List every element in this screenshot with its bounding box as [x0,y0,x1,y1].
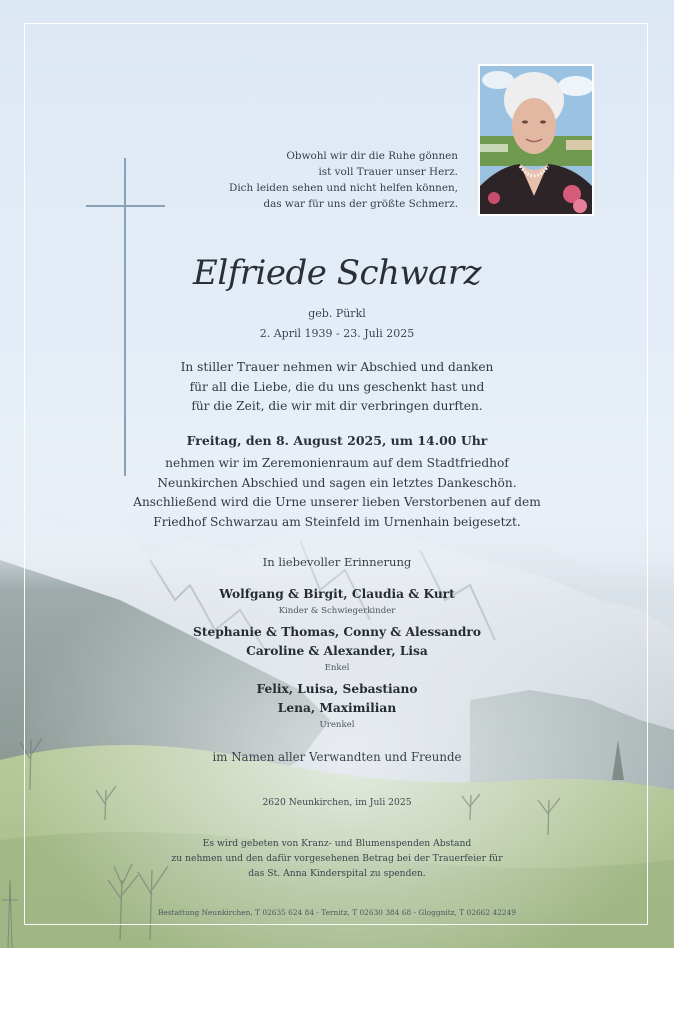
donation-line: das St. Anna Kinderspital zu spenden. [248,868,426,879]
farewell-line: für die Zeit, die wir mit dir verbringen durften. [191,399,483,413]
cross-icon-bar [86,205,165,207]
poem-line: das war für uns der größte Schmerz. [263,198,458,210]
mourner-relation: Kinder & Schwiegerkinder [278,605,396,616]
ceremony-line: Anschließend wird die Urne unserer lieben Verstorbenen auf dem [133,495,541,509]
mourner-names: Caroline & Alexander, Lisa [246,644,428,658]
farewell-line: In stiller Trauer nehmen wir Abschied und danken [180,360,494,374]
farewell-line: für all die Liebe, die du uns geschenkt hast und [189,379,485,394]
donation-line: zu nehmen und den dafür vorgesehenen Betrag bei der Trauerfeier für [171,853,503,864]
birth-name: geb. Pürkl [308,307,366,320]
mourner-names: Lena, Maximilian [277,701,397,715]
mourner-relation: Urenkel [319,719,355,730]
mourner-names: Wolfgang & Birgit, Claudia & Kurt [219,587,455,601]
memory-intro: In liebevoller Erinnerung [262,555,412,569]
mourner-names: Stephanie & Thomas, Conny & Alessandro [193,624,481,639]
closing-line: im Namen aller Verwandten und Freunde [212,750,462,764]
ceremony-date: Freitag, den 8. August 2025, um 14.00 Uhr [186,433,488,448]
poem [180,148,458,212]
mourner-group-grandchildren [90,623,584,675]
mourner-group-children [90,585,584,618]
mourner-relation: Enkel [324,662,350,673]
mourner-names: Felix, Luisa, Sebastiano [256,681,418,696]
place-date: 2620 Neunkirchen, im Juli 2025 [262,797,412,808]
poem-line: Dich leiden sehen und nicht helfen können, [229,182,458,194]
mourner-group-great-grandchildren [90,680,584,732]
funeral-home-contacts: Bestattung Neunkirchen, T 02635 624 84 - Ternitz, T 02630 384 68 - Gloggnitz, T 02662 42249 [158,908,516,917]
ceremony-line: Neunkirchen Abschied und sagen ein letztes Dankeschön. [157,475,517,490]
mourner-groups [90,585,584,737]
donation-note [90,836,584,881]
farewell-text [90,358,584,417]
life-dates: 2. April 1939 - 23. Juli 2025 [259,327,415,340]
poem-line: ist voll Trauer unser Herz. [318,166,458,178]
ceremony-line: nehmen wir im Zeremonienraum auf dem Stadtfriedhof [165,456,509,470]
ceremony-line: Friedhof Schwarzau am Steinfeld im Urnenhain beigesetzt. [153,514,521,529]
poem-line: Obwohl wir dir die Ruhe gönnen [286,150,458,162]
deceased-name: Elfriede Schwarz [193,253,481,293]
donation-line: Es wird gebeten von Kranz- und Blumenspenden Abstand [202,838,472,849]
ceremony-text [90,454,584,532]
portrait-photo [478,64,594,216]
